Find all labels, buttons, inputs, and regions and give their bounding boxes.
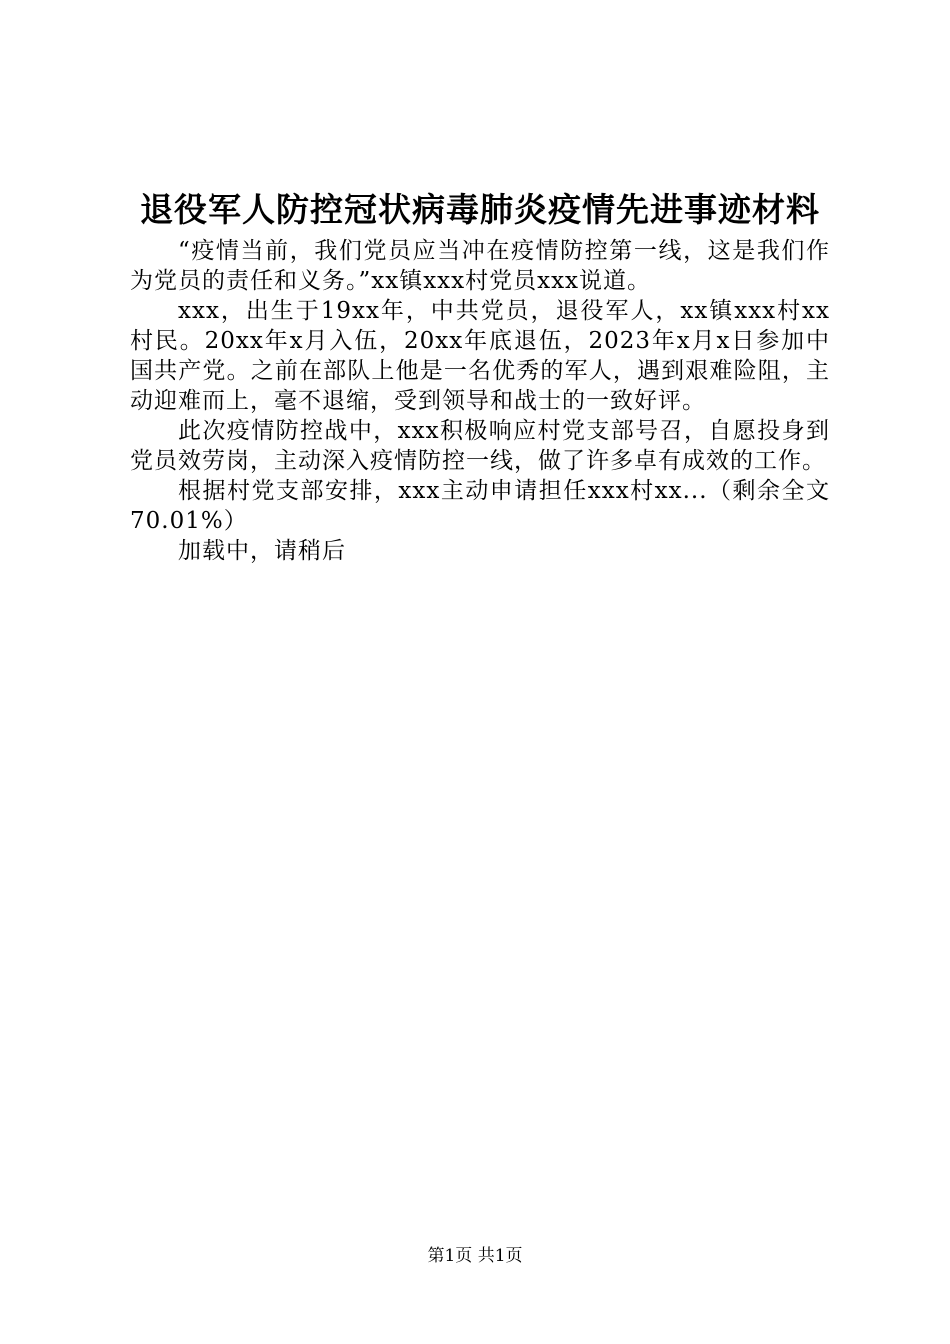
page-footer: 第1页 共1页 — [427, 1246, 523, 1266]
document-title: 退役军人防控冠状病毒肺炎疫情先进事迹材料 — [140, 190, 820, 229]
document-body — [130, 236, 830, 566]
loading-message: 加载中，请稍后 — [178, 538, 346, 564]
paragraph-biography: xxx，出生于19xx年，中共党员，退役军人，xx镇xxx村xx村民。20xx年x月入伍，20xx年底退伍，2023年x月x日参加中国共产党。之前在部队上他是一名优秀的军人，遇到艰难险阻，主动迎难而上，毫不退缩，受到领导和战士的一致好评。 — [130, 298, 830, 414]
paragraph-epidemic-work: 此次疫情防控战中，xxx积极响应村党支部号召，自愿投身到党员效劳岗，主动深入疫情防控一线，做了许多卓有成效的工作。 — [130, 418, 830, 474]
paragraph-truncated: 根据村党支部安排，xxx主动申请担任xxx村xx...（剩余全文70.01%） — [130, 478, 830, 534]
paragraph-quote: “疫情当前，我们党员应当冲在疫情防控第一线，这是我们作为党员的责任和义务。”xx镇xxx村党员xxx说道。 — [130, 238, 830, 294]
